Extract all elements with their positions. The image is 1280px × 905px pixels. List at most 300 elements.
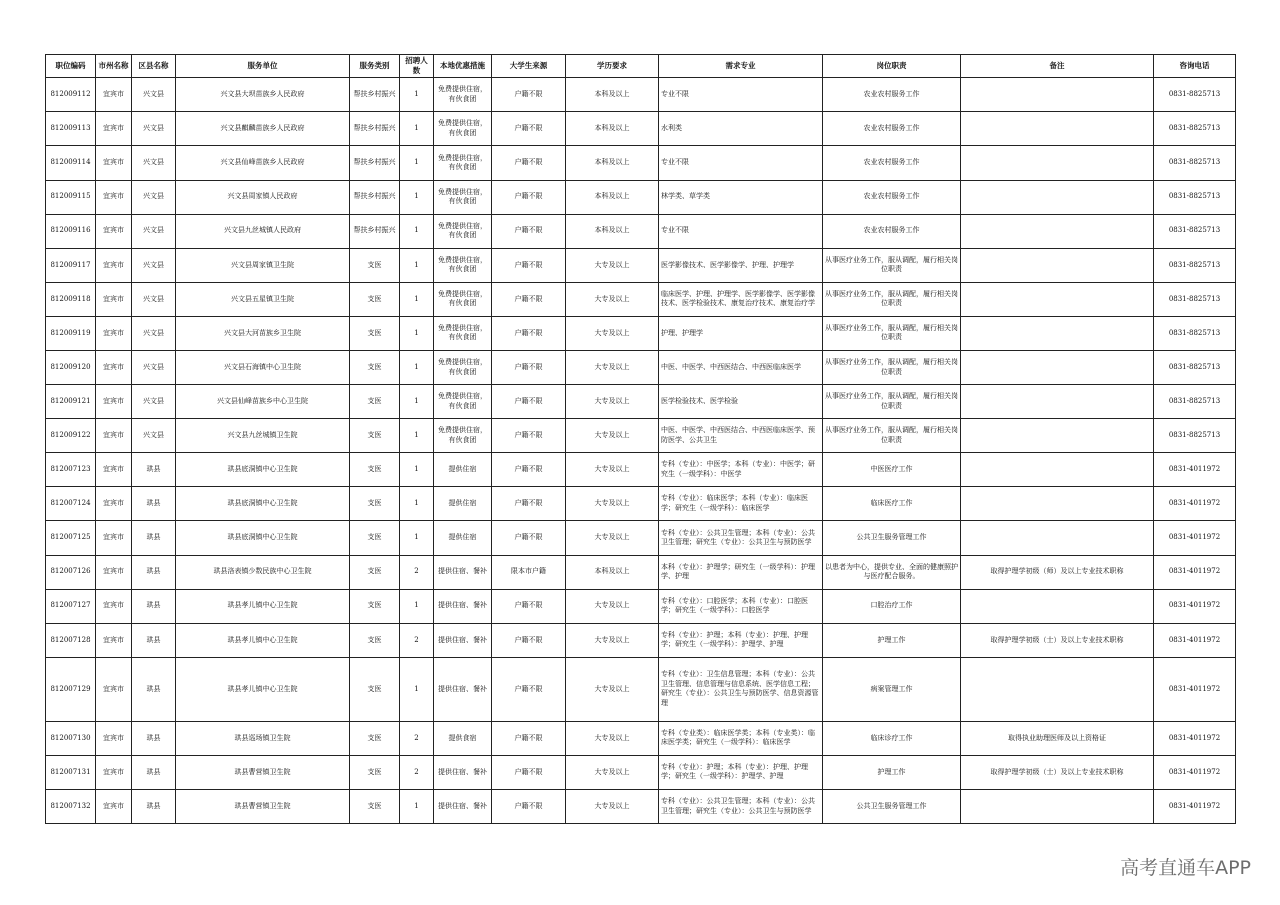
city-cell: 宜宾市 <box>96 78 132 112</box>
header-cell: 学历要求 <box>566 55 659 78</box>
duties-cell: 临床医疗工作 <box>823 487 961 521</box>
header-row <box>46 55 1236 78</box>
local-benefits-cell: 免费提供住宿，有伙食团 <box>434 180 492 214</box>
city-cell: 宜宾市 <box>96 555 132 589</box>
local-benefits-cell: 提供住宿 <box>434 487 492 521</box>
headcount-cell: 1 <box>400 282 434 316</box>
job-code-cell: 812007132 <box>46 790 96 824</box>
headcount-cell: 1 <box>400 487 434 521</box>
county-cell: 兴文县 <box>132 351 176 385</box>
education-cell: 本科及以上 <box>566 146 659 180</box>
table-row <box>46 419 1236 453</box>
education-cell: 大专及以上 <box>566 282 659 316</box>
county-cell: 兴文县 <box>132 419 176 453</box>
duties-cell: 农业农村服务工作 <box>823 78 961 112</box>
table-row <box>46 180 1236 214</box>
service-type-cell: 支医 <box>350 385 400 419</box>
county-cell: 珙县 <box>132 589 176 623</box>
city-cell: 宜宾市 <box>96 623 132 657</box>
remarks-cell <box>961 790 1154 824</box>
city-cell: 宜宾市 <box>96 721 132 755</box>
remarks-cell <box>961 78 1154 112</box>
major-cell: 专科（专业）：口腔医学；本科（专业）：口腔医学；研究生（一级学科）：口腔医学 <box>659 589 823 623</box>
local-benefits-cell: 免费提供住宿，有伙食团 <box>434 419 492 453</box>
local-benefits-cell: 免费提供住宿，有伙食团 <box>434 385 492 419</box>
service-type-cell: 支医 <box>350 453 400 487</box>
duties-cell: 农业农村服务工作 <box>823 112 961 146</box>
headcount-cell: 1 <box>400 790 434 824</box>
major-cell: 护理、护理学 <box>659 316 823 350</box>
local-benefits-cell: 提供住宿、餐补 <box>434 657 492 721</box>
remarks-cell <box>961 657 1154 721</box>
header-cell: 岗位职责 <box>823 55 961 78</box>
table-row <box>46 790 1236 824</box>
job-code-cell: 812009120 <box>46 351 96 385</box>
phone-cell: 0831-4011972 <box>1154 453 1236 487</box>
education-cell: 大专及以上 <box>566 453 659 487</box>
service-type-cell: 帮扶乡村振兴 <box>350 78 400 112</box>
county-cell: 珙县 <box>132 623 176 657</box>
duties-cell: 护理工作 <box>823 623 961 657</box>
headcount-cell: 1 <box>400 78 434 112</box>
education-cell: 大专及以上 <box>566 521 659 555</box>
service-unit-cell: 兴文县大坝苗族乡人民政府 <box>176 78 350 112</box>
county-cell: 兴文县 <box>132 214 176 248</box>
remarks-cell: 取得执业助理医师及以上资格证 <box>961 721 1154 755</box>
service-unit-cell: 兴文县仙峰苗族乡中心卫生院 <box>176 385 350 419</box>
major-cell: 林学类、草学类 <box>659 180 823 214</box>
major-cell: 专业不限 <box>659 214 823 248</box>
duties-cell: 从事医疗业务工作，服从调配，履行相关岗位职责 <box>823 282 961 316</box>
county-cell: 珙县 <box>132 790 176 824</box>
county-cell: 兴文县 <box>132 282 176 316</box>
student-source-cell: 户籍不限 <box>492 589 566 623</box>
headcount-cell: 2 <box>400 623 434 657</box>
education-cell: 大专及以上 <box>566 623 659 657</box>
job-code-cell: 812009121 <box>46 385 96 419</box>
table-row <box>46 589 1236 623</box>
education-cell: 大专及以上 <box>566 248 659 282</box>
remarks-cell <box>961 214 1154 248</box>
education-cell: 大专及以上 <box>566 589 659 623</box>
table-row <box>46 146 1236 180</box>
remarks-cell <box>961 589 1154 623</box>
service-type-cell: 支医 <box>350 589 400 623</box>
table-row <box>46 721 1236 755</box>
city-cell: 宜宾市 <box>96 790 132 824</box>
duties-cell: 病案管理工作 <box>823 657 961 721</box>
local-benefits-cell: 免费提供住宿，有伙食团 <box>434 112 492 146</box>
service-type-cell: 帮扶乡村振兴 <box>350 146 400 180</box>
city-cell: 宜宾市 <box>96 453 132 487</box>
phone-cell: 0831-8825713 <box>1154 419 1236 453</box>
remarks-cell <box>961 521 1154 555</box>
duties-cell: 从事医疗业务工作，服从调配，履行相关岗位职责 <box>823 419 961 453</box>
education-cell: 本科及以上 <box>566 214 659 248</box>
service-unit-cell: 兴文县麒麟苗族乡人民政府 <box>176 112 350 146</box>
major-cell: 临床医学、护理、护理学、医学影像学、医学影像技术、医学检验技术、康复治疗技术、康复治疗学 <box>659 282 823 316</box>
headcount-cell: 1 <box>400 180 434 214</box>
local-benefits-cell: 免费提供住宿，有伙食团 <box>434 316 492 350</box>
job-code-cell: 812007127 <box>46 589 96 623</box>
education-cell: 本科及以上 <box>566 112 659 146</box>
headcount-cell: 2 <box>400 721 434 755</box>
duties-cell: 公共卫生服务管理工作 <box>823 521 961 555</box>
county-cell: 兴文县 <box>132 248 176 282</box>
remarks-cell <box>961 180 1154 214</box>
county-cell: 兴文县 <box>132 146 176 180</box>
student-source-cell: 户籍不限 <box>492 351 566 385</box>
major-cell: 中医、中医学、中西医结合、中西医临床医学、预防医学、公共卫生 <box>659 419 823 453</box>
header-cell: 备注 <box>961 55 1154 78</box>
county-cell: 珙县 <box>132 521 176 555</box>
remarks-cell: 取得护理学初级（师）及以上专业技术职称 <box>961 555 1154 589</box>
job-code-cell: 812007124 <box>46 487 96 521</box>
major-cell: 中医、中医学、中西医结合、中西医临床医学 <box>659 351 823 385</box>
service-unit-cell: 兴文县石海镇中心卫生院 <box>176 351 350 385</box>
county-cell: 珙县 <box>132 487 176 521</box>
headcount-cell: 2 <box>400 555 434 589</box>
education-cell: 本科及以上 <box>566 78 659 112</box>
job-code-cell: 812009115 <box>46 180 96 214</box>
major-cell: 专科（专业类）：临床医学类；本科（专业类）：临床医学类；研究生（一级学科）：临床医学 <box>659 721 823 755</box>
table-row <box>46 351 1236 385</box>
education-cell: 大专及以上 <box>566 721 659 755</box>
remarks-cell <box>961 282 1154 316</box>
city-cell: 宜宾市 <box>96 521 132 555</box>
duties-cell: 从事医疗业务工作，服从调配，履行相关岗位职责 <box>823 351 961 385</box>
headcount-cell: 1 <box>400 146 434 180</box>
education-cell: 大专及以上 <box>566 419 659 453</box>
remarks-cell <box>961 146 1154 180</box>
remarks-cell <box>961 453 1154 487</box>
header-cell: 咨询电话 <box>1154 55 1236 78</box>
city-cell: 宜宾市 <box>96 351 132 385</box>
local-benefits-cell: 提供住宿 <box>434 521 492 555</box>
major-cell: 医学检验技术、医学检验 <box>659 385 823 419</box>
header-cell: 大学生来源 <box>492 55 566 78</box>
headcount-cell: 1 <box>400 248 434 282</box>
service-type-cell: 帮扶乡村振兴 <box>350 214 400 248</box>
remarks-cell <box>961 351 1154 385</box>
city-cell: 宜宾市 <box>96 755 132 789</box>
table-row <box>46 214 1236 248</box>
major-cell: 专科（专业）：公共卫生管理；本科（专业）：公共卫生管理；研究生（专业）：公共卫生与预防医学 <box>659 521 823 555</box>
student-source-cell: 户籍不限 <box>492 453 566 487</box>
county-cell: 珙县 <box>132 657 176 721</box>
service-unit-cell: 珙县孝儿镇中心卫生院 <box>176 589 350 623</box>
remarks-cell: 取得护理学初级（士）及以上专业技术职称 <box>961 755 1154 789</box>
city-cell: 宜宾市 <box>96 657 132 721</box>
service-unit-cell: 珙县曹营镇卫生院 <box>176 790 350 824</box>
service-unit-cell: 兴文县九丝城镇人民政府 <box>176 214 350 248</box>
service-type-cell: 支医 <box>350 755 400 789</box>
education-cell: 大专及以上 <box>566 755 659 789</box>
service-unit-cell: 珙县曹营镇卫生院 <box>176 755 350 789</box>
remarks-cell <box>961 112 1154 146</box>
headcount-cell: 1 <box>400 214 434 248</box>
county-cell: 珙县 <box>132 721 176 755</box>
header-cell: 服务类别 <box>350 55 400 78</box>
county-cell: 兴文县 <box>132 78 176 112</box>
service-unit-cell: 兴文县仙峰苗族乡人民政府 <box>176 146 350 180</box>
headcount-cell: 1 <box>400 657 434 721</box>
service-unit-cell: 珙县巡场镇卫生院 <box>176 721 350 755</box>
student-source-cell: 户籍不限 <box>492 419 566 453</box>
city-cell: 宜宾市 <box>96 282 132 316</box>
service-unit-cell: 珙县孝儿镇中心卫生院 <box>176 623 350 657</box>
student-source-cell: 户籍不限 <box>492 282 566 316</box>
remarks-cell <box>961 385 1154 419</box>
duties-cell: 公共卫生服务管理工作 <box>823 790 961 824</box>
phone-cell: 0831-4011972 <box>1154 589 1236 623</box>
table-row <box>46 657 1236 721</box>
service-type-cell: 支医 <box>350 282 400 316</box>
major-cell: 专科（专业）：中医学；本科（专业）：中医学；研究生（一级学科）：中医学 <box>659 453 823 487</box>
phone-cell: 0831-4011972 <box>1154 623 1236 657</box>
city-cell: 宜宾市 <box>96 180 132 214</box>
education-cell: 大专及以上 <box>566 316 659 350</box>
remarks-cell <box>961 419 1154 453</box>
county-cell: 兴文县 <box>132 112 176 146</box>
remarks-cell <box>961 248 1154 282</box>
table-row <box>46 282 1236 316</box>
phone-cell: 0831-8825713 <box>1154 248 1236 282</box>
duties-cell: 中医医疗工作 <box>823 453 961 487</box>
phone-cell: 0831-8825713 <box>1154 78 1236 112</box>
service-unit-cell: 珙县底洞镇中心卫生院 <box>176 487 350 521</box>
phone-cell: 0831-4011972 <box>1154 657 1236 721</box>
major-cell: 水利类 <box>659 112 823 146</box>
major-cell: 专科（专业）：公共卫生管理；本科（专业）：公共卫生管理；研究生（专业）：公共卫生与预防医学 <box>659 790 823 824</box>
job-code-cell: 812007126 <box>46 555 96 589</box>
major-cell: 专科（专业）：临床医学；本科（专业）：临床医学；研究生（一级学科）：临床医学 <box>659 487 823 521</box>
duties-cell: 以患者为中心，提供专业、全面的健康照护与医疗配合服务。 <box>823 555 961 589</box>
phone-cell: 0831-8825713 <box>1154 316 1236 350</box>
phone-cell: 0831-8825713 <box>1154 180 1236 214</box>
duties-cell: 从事医疗业务工作，服从调配，履行相关岗位职责 <box>823 316 961 350</box>
duties-cell: 口腔治疗工作 <box>823 589 961 623</box>
headcount-cell: 1 <box>400 316 434 350</box>
student-source-cell: 户籍不限 <box>492 721 566 755</box>
local-benefits-cell: 免费提供住宿，有伙食团 <box>434 214 492 248</box>
service-type-cell: 支医 <box>350 419 400 453</box>
student-source-cell: 户籍不限 <box>492 316 566 350</box>
service-type-cell: 支医 <box>350 487 400 521</box>
service-type-cell: 支医 <box>350 657 400 721</box>
local-benefits-cell: 提供食宿 <box>434 721 492 755</box>
education-cell: 大专及以上 <box>566 790 659 824</box>
table-row <box>46 755 1236 789</box>
local-benefits-cell: 提供住宿、餐补 <box>434 755 492 789</box>
phone-cell: 0831-8825713 <box>1154 385 1236 419</box>
city-cell: 宜宾市 <box>96 385 132 419</box>
service-type-cell: 支医 <box>350 316 400 350</box>
major-cell: 专科（专业）：护理；本科（专业）：护理、护理学；研究生（一级学科）：护理学、护理 <box>659 755 823 789</box>
table-row <box>46 623 1236 657</box>
service-type-cell: 支医 <box>350 351 400 385</box>
header-cell: 本地优惠措施 <box>434 55 492 78</box>
county-cell: 珙县 <box>132 755 176 789</box>
major-cell: 专科（专业）：卫生信息管理；本科（专业）：公共卫生管理、信息管理与信息系统、医学信息工程；研究生（专业）：公共卫生与预防医学、信息资源管理 <box>659 657 823 721</box>
table-row <box>46 78 1236 112</box>
headcount-cell: 1 <box>400 453 434 487</box>
job-code-cell: 812007125 <box>46 521 96 555</box>
job-code-cell: 812007128 <box>46 623 96 657</box>
student-source-cell: 户籍不限 <box>492 78 566 112</box>
duties-cell: 临床诊疗工作 <box>823 721 961 755</box>
duties-cell: 农业农村服务工作 <box>823 146 961 180</box>
phone-cell: 0831-8825713 <box>1154 146 1236 180</box>
service-type-cell: 支医 <box>350 790 400 824</box>
duties-cell: 农业农村服务工作 <box>823 180 961 214</box>
student-source-cell: 限本市户籍 <box>492 555 566 589</box>
major-cell: 本科（专业）：护理学；研究生（一级学科）：护理学、护理 <box>659 555 823 589</box>
phone-cell: 0831-4011972 <box>1154 555 1236 589</box>
city-cell: 宜宾市 <box>96 146 132 180</box>
service-unit-cell: 兴文县大河苗族乡卫生院 <box>176 316 350 350</box>
phone-cell: 0831-4011972 <box>1154 755 1236 789</box>
table-row <box>46 521 1236 555</box>
table-row <box>46 453 1236 487</box>
service-type-cell: 支医 <box>350 623 400 657</box>
local-benefits-cell: 免费提供住宿，有伙食团 <box>434 351 492 385</box>
job-code-cell: 812009122 <box>46 419 96 453</box>
student-source-cell: 户籍不限 <box>492 180 566 214</box>
service-unit-cell: 兴文县周家镇卫生院 <box>176 248 350 282</box>
local-benefits-cell: 免费提供住宿，有伙食团 <box>434 78 492 112</box>
major-cell: 专科（专业）：护理；本科（专业）：护理、护理学；研究生（一级学科）：护理学、护理 <box>659 623 823 657</box>
service-type-cell: 支医 <box>350 555 400 589</box>
student-source-cell: 户籍不限 <box>492 385 566 419</box>
education-cell: 大专及以上 <box>566 487 659 521</box>
job-code-cell: 812009113 <box>46 112 96 146</box>
student-source-cell: 户籍不限 <box>492 248 566 282</box>
job-table <box>45 54 1236 824</box>
table-row <box>46 112 1236 146</box>
header-cell: 需求专业 <box>659 55 823 78</box>
local-benefits-cell: 提供住宿、餐补 <box>434 623 492 657</box>
duties-cell: 农业农村服务工作 <box>823 214 961 248</box>
phone-cell: 0831-8825713 <box>1154 351 1236 385</box>
table-row <box>46 316 1236 350</box>
city-cell: 宜宾市 <box>96 214 132 248</box>
remarks-cell <box>961 487 1154 521</box>
city-cell: 宜宾市 <box>96 487 132 521</box>
county-cell: 珙县 <box>132 453 176 487</box>
education-cell: 大专及以上 <box>566 385 659 419</box>
phone-cell: 0831-8825713 <box>1154 214 1236 248</box>
service-type-cell: 帮扶乡村振兴 <box>350 180 400 214</box>
table-row <box>46 487 1236 521</box>
student-source-cell: 户籍不限 <box>492 146 566 180</box>
service-type-cell: 支医 <box>350 248 400 282</box>
local-benefits-cell: 提供住宿、餐补 <box>434 790 492 824</box>
phone-cell: 0831-4011972 <box>1154 521 1236 555</box>
education-cell: 大专及以上 <box>566 657 659 721</box>
table-row <box>46 248 1236 282</box>
job-code-cell: 812009112 <box>46 78 96 112</box>
service-unit-cell: 珙县底洞镇中心卫生院 <box>176 453 350 487</box>
student-source-cell: 户籍不限 <box>492 487 566 521</box>
city-cell: 宜宾市 <box>96 419 132 453</box>
student-source-cell: 户籍不限 <box>492 521 566 555</box>
service-unit-cell: 珙县洛表镇少数民族中心卫生院 <box>176 555 350 589</box>
remarks-cell <box>961 316 1154 350</box>
table-body <box>46 78 1236 824</box>
duties-cell: 护理工作 <box>823 755 961 789</box>
duties-cell: 从事医疗业务工作，服从调配，履行相关岗位职责 <box>823 248 961 282</box>
table-row <box>46 555 1236 589</box>
service-type-cell: 支医 <box>350 521 400 555</box>
service-type-cell: 帮扶乡村振兴 <box>350 112 400 146</box>
job-code-cell: 812007129 <box>46 657 96 721</box>
education-cell: 本科及以上 <box>566 180 659 214</box>
county-cell: 珙县 <box>132 555 176 589</box>
header-cell: 市州名称 <box>96 55 132 78</box>
job-code-cell: 812007123 <box>46 453 96 487</box>
major-cell: 专业不限 <box>659 146 823 180</box>
education-cell: 本科及以上 <box>566 555 659 589</box>
student-source-cell: 户籍不限 <box>492 790 566 824</box>
service-unit-cell: 兴文县五星镇卫生院 <box>176 282 350 316</box>
city-cell: 宜宾市 <box>96 248 132 282</box>
phone-cell: 0831-8825713 <box>1154 112 1236 146</box>
city-cell: 宜宾市 <box>96 316 132 350</box>
headcount-cell: 1 <box>400 521 434 555</box>
headcount-cell: 1 <box>400 419 434 453</box>
job-code-cell: 812007131 <box>46 755 96 789</box>
education-cell: 大专及以上 <box>566 351 659 385</box>
job-code-cell: 812009116 <box>46 214 96 248</box>
student-source-cell: 户籍不限 <box>492 112 566 146</box>
phone-cell: 0831-8825713 <box>1154 282 1236 316</box>
service-unit-cell: 珙县底洞镇中心卫生院 <box>176 521 350 555</box>
service-unit-cell: 兴文县周家镇人民政府 <box>176 180 350 214</box>
local-benefits-cell: 提供住宿 <box>434 453 492 487</box>
city-cell: 宜宾市 <box>96 112 132 146</box>
table-row <box>46 385 1236 419</box>
service-unit-cell: 兴文县九丝城镇卫生院 <box>176 419 350 453</box>
phone-cell: 0831-4011972 <box>1154 790 1236 824</box>
phone-cell: 0831-4011972 <box>1154 487 1236 521</box>
job-code-cell: 812007130 <box>46 721 96 755</box>
student-source-cell: 户籍不限 <box>492 755 566 789</box>
service-unit-cell: 珙县孝儿镇中心卫生院 <box>176 657 350 721</box>
local-benefits-cell: 提供住宿、餐补 <box>434 589 492 623</box>
job-code-cell: 812009117 <box>46 248 96 282</box>
headcount-cell: 1 <box>400 385 434 419</box>
student-source-cell: 户籍不限 <box>492 214 566 248</box>
county-cell: 兴文县 <box>132 316 176 350</box>
local-benefits-cell: 提供住宿、餐补 <box>434 555 492 589</box>
local-benefits-cell: 免费提供住宿，有伙食团 <box>434 248 492 282</box>
header-cell: 区县名称 <box>132 55 176 78</box>
major-cell: 医学影像技术、医学影像学、护理、护理学 <box>659 248 823 282</box>
phone-cell: 0831-4011972 <box>1154 721 1236 755</box>
local-benefits-cell: 免费提供住宿，有伙食团 <box>434 282 492 316</box>
headcount-cell: 1 <box>400 112 434 146</box>
headcount-cell: 2 <box>400 755 434 789</box>
job-code-cell: 812009118 <box>46 282 96 316</box>
county-cell: 兴文县 <box>132 180 176 214</box>
service-type-cell: 支医 <box>350 721 400 755</box>
headcount-cell: 1 <box>400 351 434 385</box>
header-cell: 服务单位 <box>176 55 350 78</box>
student-source-cell: 户籍不限 <box>492 623 566 657</box>
remarks-cell: 取得护理学初级（士）及以上专业技术职称 <box>961 623 1154 657</box>
job-code-cell: 812009119 <box>46 316 96 350</box>
